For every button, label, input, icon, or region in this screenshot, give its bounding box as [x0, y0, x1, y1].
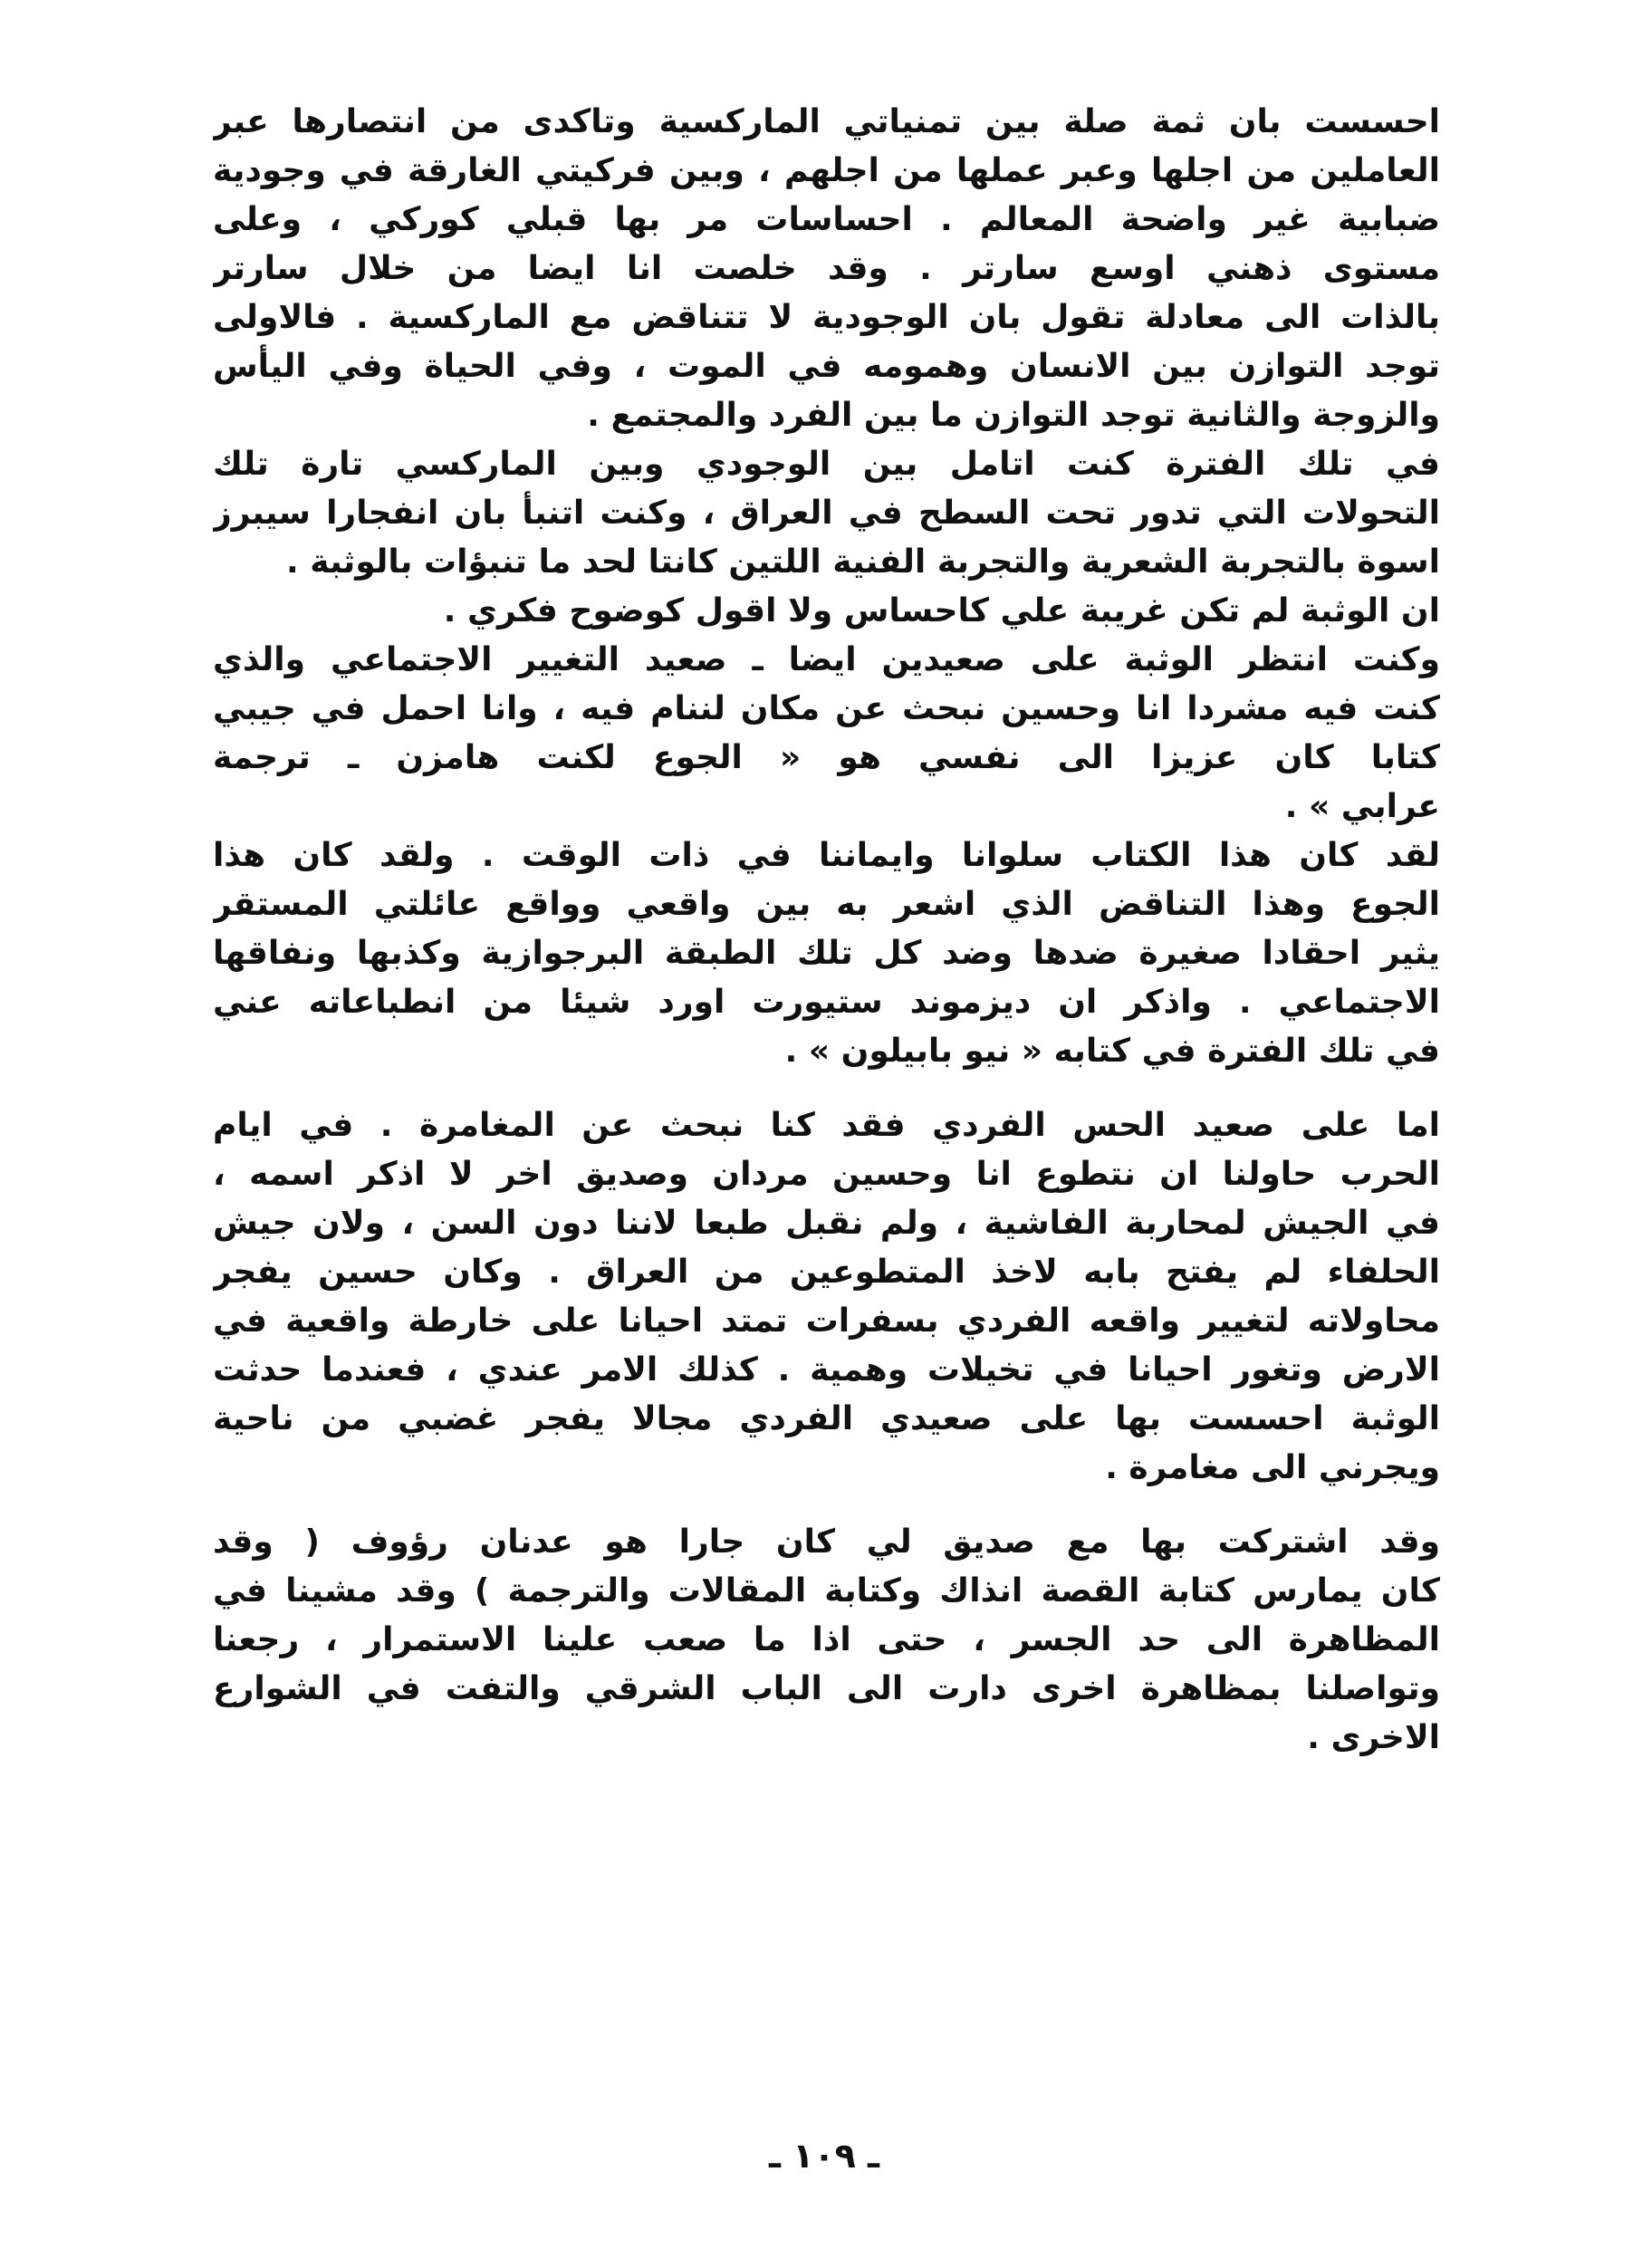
text-line: الارض وتغور احيانا في تخيلات وهمية . كذلك الامر عندي ، فعندما حدثت [213, 1351, 1440, 1389]
text-line: الحلفاء لم يفتح بابه لاخذ المتطوعين من العراق . وكان حسين يفجر [213, 1254, 1440, 1291]
text-line: الجوع وهذا التناقض الذي اشعر به بين واقعي وواقع عائلتي المستقر [213, 886, 1440, 923]
text-line: الحرب حاولنا ان نتطوع انا وحسين مردان وصديق اخر لا اذكر اسمه ، [213, 1156, 1440, 1193]
text-line: الاخرى . [1307, 1719, 1440, 1756]
text-line: كان يمارس كتابة القصة انذاك وكتابة المقالات والترجمة ) وقد مشينا في [213, 1572, 1440, 1610]
text-line: احسست بان ثمة صلة بين تمنياتي الماركسية وتاكدى من انتصارها عبر [213, 103, 1440, 140]
text-line: اسوة بالتجربة الشعرية والتجربة الفنية اللتين كانتا لحد ما تنبؤات بالوثبة . [286, 543, 1440, 581]
paragraph [213, 636, 1440, 831]
body-text [213, 98, 1440, 1763]
text-line: كنت فيه مشردا انا وحسين نبحث عن مكان لننام فيه ، وانا احمل في جيبي [213, 690, 1440, 727]
paragraph-spacer [213, 1493, 1440, 1518]
text-line: التحولات التي تدور تحت السطح في العراق ، وكنت اتنبأ بان انفجارا سيبرز [213, 495, 1440, 532]
text-line: العاملين من اجلها وعبر عملها من اجلهم ، وبين فركيتي الغارقة في وجودية [213, 152, 1440, 189]
text-line: في تلك الفترة كنت اتامل بين الوجودي وبين الماركسي تارة تلك [213, 446, 1440, 483]
text-line: مستوى ذهني اوسع سارتر . وقد خلصت انا ايضا من خلال سارتر [213, 250, 1440, 287]
paragraph [213, 440, 1440, 587]
text-line: في تلك الفترة في كتابه « نيو بابيلون » . [784, 1033, 1440, 1070]
paragraph-spacer [213, 1076, 1440, 1101]
paragraph [213, 587, 1440, 636]
paragraph [213, 98, 1440, 440]
text-line: وقد اشتركت بها مع صديق لي كان جارا هو عدنان رؤوف ( وقد [213, 1523, 1440, 1561]
text-line: والزوجة والثانية توجد التوازن ما بين الفرد والمجتمع . [587, 397, 1440, 434]
text-line: في الجيش لمحاربة الفاشية ، ولم نقبل طبعا لاننا دون السن ، ولان جيش [213, 1205, 1440, 1242]
text-line: لقد كان هذا الكتاب سلوانا وايماننا في ذات الوقت . ولقد كان هذا [213, 837, 1440, 874]
text-line: ضبابية غير واضحة المعالم . احساسات مر بها قبلي كوركي ، وعلى [213, 201, 1440, 238]
text-line: الوثبة احسست بها على صعيدي الفردي مجالا يفجر غضبي من ناحية [213, 1400, 1440, 1437]
text-line: وتواصلنا بمظاهرة اخرى دارت الى الباب الشرقي والتفت في الشوارع [213, 1670, 1440, 1707]
paragraph [213, 831, 1440, 1076]
text-line: عرابي » . [1284, 788, 1440, 825]
text-line: يثير احقادا صغيرة ضدها وضد كل تلك الطبقة البرجوازية وكذبها ونفاقها [213, 935, 1440, 972]
paragraph [213, 1518, 1440, 1763]
text-line: المظاهرة الى حد الجسر ، حتى اذا ما صعب علينا الاستمرار ، رجعنا [213, 1621, 1440, 1658]
text-line: توجد التوازن بين الانسان وهمومه في الموت ، وفي الحياة وفي اليأس [213, 348, 1440, 385]
text-line: محاولاته لتغيير واقعه الفردي بسفرات تمتد احيانا على خارطة واقعية في [213, 1302, 1440, 1340]
page-number: ـ ١٠٩ ـ [768, 2136, 880, 2176]
text-line: كتابا كان عزيزا الى نفسي هو « الجوع لكنت هامزن ـ ترجمة [213, 739, 1440, 776]
text-line: الاجتماعي . واذكر ان ديزموند ستيورت اورد شيئا من انطباعاته عني [213, 984, 1440, 1021]
text-line: وكنت انتظر الوثبة على صعيدين ايضا ـ صعيد التغيير الاجتماعي والذي [213, 641, 1440, 678]
text-line: بالذات الى معادلة تقول بان الوجودية لا تتناقض مع الماركسية . فالاولى [213, 299, 1440, 336]
text-line: ويجرني الى مغامرة . [1105, 1449, 1440, 1486]
text-line: ان الوثبة لم تكن غريبة علي كاحساس ولا اقول كوضوح فكري . [443, 592, 1440, 629]
paragraph [213, 1101, 1440, 1493]
text-line: اما على صعيد الحس الفردي فقد كنا نبحث عن المغامرة . في ايام [213, 1107, 1440, 1144]
